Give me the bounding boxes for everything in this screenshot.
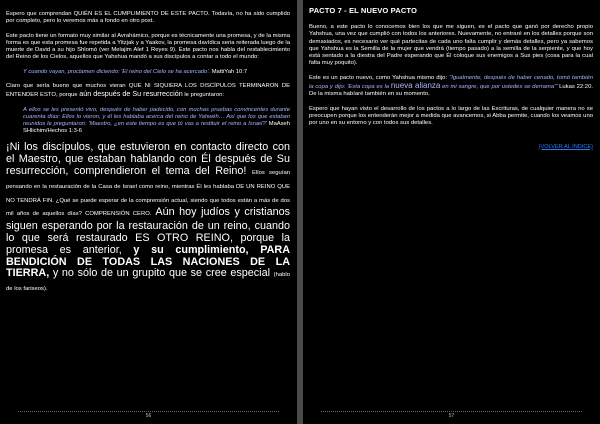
right-footer: [303, 411, 600, 419]
quote-text: Y cuando vayan, proclamen diciendo: 'El reino del Cielo se ha acercado'.: [23, 68, 211, 75]
left-page: [0, 0, 297, 424]
page-number: 57: [448, 413, 455, 419]
bold-emphasis: y su cumplimiento, PARA BENDICIÓN DE TODAS LAS NACIONES DE LA TIERRA,: [6, 243, 290, 280]
scripture-quote-hechos: [23, 107, 290, 136]
quote-text: "Igualmente, después de haber cenado, tomó también la copa y dijo: 'Esta copa es la: [309, 74, 594, 91]
resurrection-emphasis: aún después de Su resurrección: [79, 89, 183, 99]
scripture-quote-mattiyah: [23, 69, 290, 76]
emphasis-text: y no sólo de un grupito que se cree especial: [52, 267, 270, 280]
left-column: [6, 11, 290, 296]
quote-emphasis: nueva alianza: [390, 81, 441, 91]
back-to-index-link[interactable]: (VOLVER AL ÍNDICE): [538, 143, 593, 150]
paragraph-text: Este es un pacto nuevo, como Yahshua mismo dijo:: [309, 74, 448, 81]
small-text: Ellos seguían pensando en la restauración de la Casa de Israel como reino, mientras Él les hablaba DE UN REINO QUE NO TENDRÁ FIN. ¿Qué se puede esperar de la comprensión actual, siendo que todos están a más de dos mil años de aquellos días? COMPRENSIÓN CERO.: [6, 169, 291, 218]
disciples-paragraph: [6, 83, 290, 100]
closing-paragraph: Espero que hayan visto el desarrollo de los pactos a lo largo de las Escrituras, de cualquier manera no se preocupen porque los entenderán mejor a medida que avancemos, si Abba permite, cuando los veamos uno por uno en su entorno y con todos sus detalles.: [309, 105, 593, 127]
left-footer: [0, 411, 297, 419]
quote-reference: MaAseh SHlichim/Hechos 1:3-6: [23, 120, 290, 135]
quote-reference: MattiYah 10:7: [211, 68, 248, 75]
disciples-text-end: le preguntaron:: [184, 92, 225, 99]
right-page: [303, 0, 600, 424]
section-title: PACTO 7 - EL NUEVO PACTO: [309, 6, 418, 15]
pact-description-paragraph: Este pacto tiene un formato muy similar al Avrahámico, porque es técnicamente una promesa, y de la misma forma es que esta promesa fue repetida a Yitzjak y a Yaakov, la promesa davídica seria reiterada luego de la muerte de David a su hijo Shlomó (ver Melajim Alef 1 Reyes 9). Este pacto nos habla del restablecimiento del Reino de los Cielos, aquellos que Yahshua mandó a sus discípulos a contar a todo el mundo:: [6, 32, 290, 61]
quote-text: A ellos se les presentó vivo, después de haber padecido, con muchas pruebas convincentes durante cuarenta días: Ellos lo vieron, y él les hablaba acerca del reino de Yahwéh… Así que los que estaban reunidos le preguntaron: 'Maestro, ¿en este tiempo es que tú vas a restituir el reino a Israel?': [23, 106, 290, 127]
emphasis-paragraph: [6, 142, 290, 296]
back-link-container: [309, 135, 593, 153]
emphasis-text: Aún hoy judíos y cristianos siguen esperando por la restauración de un reino, cuando lo que será restaurado ES OTRO REINO, porque la promesa es anterior,: [6, 206, 290, 256]
right-column: [309, 6, 593, 153]
intro-paragraph: Espero que comprendan QUIÉN ES EL CUMPLIMIENTO DE ESTE PACTO. Todavía, no ha sido cumplido por completo, pero lo veremos más a fondo en otro post.: [6, 11, 290, 25]
small-text: (hablo de los fariseos).: [6, 272, 291, 293]
paragraph-text: . De la misma habíaré también en su momento.: [309, 84, 593, 98]
quote-reference: Lukas 22:20: [559, 84, 592, 91]
emphasis-text: ¡Ni los discípulos, que estuvieron en contacto directo con el Maestro, que estaban hablando con Él después de Su resurrección, comprendieron el tema del Reino!: [6, 141, 290, 177]
new-pact-quote-paragraph: [309, 75, 593, 99]
quote-text: en mi sangre, que por ustedes se derrama'": [442, 84, 558, 91]
new-pact-paragraph: Bueno, a este pacto lo conocemos bien los que me siguen, es el pacto que ganó por derecho propio Yahshua, una vez que cumplió con todos los anteriores. Nuevamente, no entraré en los detalles porque son demasiados, es necesario ver qué partecitas de cada uno falta cumplir y demás detalles, pero ya sabemos que Yahshua es la Semilla de la mujer que vendrá (tiempo pasado) a la semilla de la serpiente, y que hoy está sentado a la diestra del Padre esperando que Él coloque sus enemigos a Sus pies (cosa para la cual falta muy poquito).: [309, 24, 593, 67]
disciples-text: Claro que sería bueno que muchos vieran QUE NI SIQUIERA LOS DISCÍPULOS TERMINARON DE ENTENDER ESTO, porque: [6, 82, 290, 99]
page-number: 56: [145, 413, 152, 419]
